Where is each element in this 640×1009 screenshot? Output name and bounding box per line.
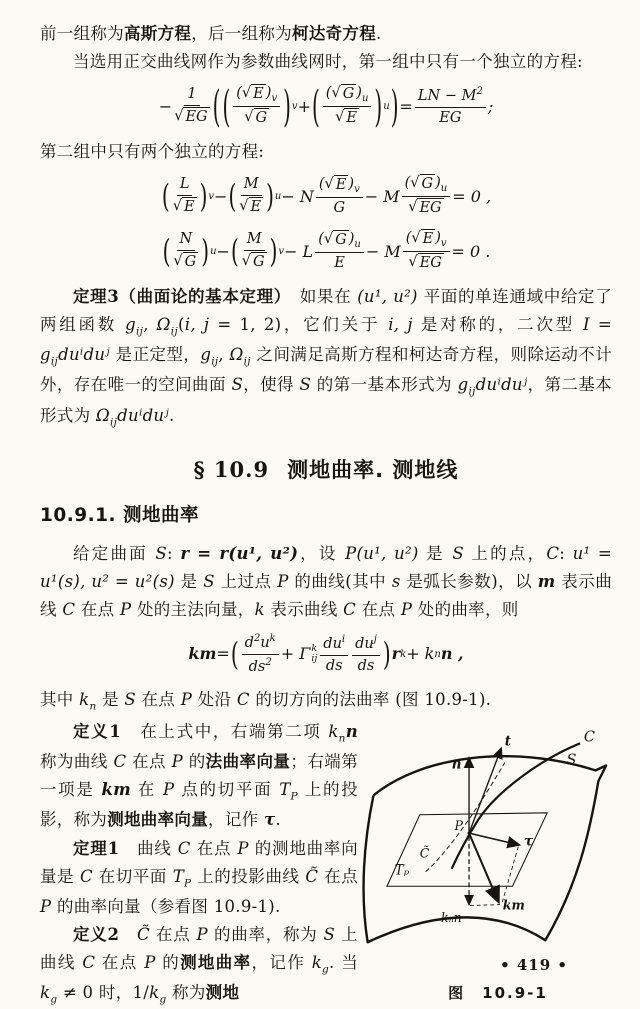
geodesic-curvature-vector-tau — [469, 833, 518, 845]
construction-dash-2 — [470, 905, 500, 906]
section-title: 测地曲率. 测地线 — [287, 457, 459, 482]
label-S: S — [566, 752, 577, 769]
label-km: km — [502, 897, 525, 913]
label-n: n — [451, 756, 462, 773]
surface-outline — [364, 756, 607, 942]
label-t: t — [504, 733, 512, 750]
formula-gauss-equation: − 1 √ EG ( ( ( √ E )$_v$ √ G ) v + ( ( √ G )$_u$ √ E ) u ) = $\frac{LN - M^2}{EG}$ ; — [158, 80, 494, 132]
label-P: P — [454, 818, 464, 834]
projected-curve-C-tilde — [426, 763, 505, 872]
section-number: § 10.9 — [193, 456, 270, 482]
subsection-heading: 10.9.1. 测地曲率 — [40, 505, 200, 527]
paragraph-where-kn: 其中 $k_n$ 是 S 在点 P 处沿 C 的切方向的法曲率 (图 10.9-1). — [40, 690, 492, 713]
figure-column — [358, 718, 638, 1009]
construction-dash-1 — [502, 847, 518, 904]
left-text-column — [40, 718, 358, 1009]
paragraph-theorem-1: 定理1 曲线 C 在点 P 的测地曲率向量是 C 在切平面 $T_P$ 上的投影曲线 C̃ 在点 P 的曲率向量（参看图 10.9-1). — [40, 838, 358, 916]
formula-km-decomposition: km = ( $\frac{d^2u^k}{ds^2}$ + Γ k ij $\frac{du^i}{ds}$ $\frac{du^j}{ds}$ ) r k + k n n , — [188, 632, 464, 675]
formula-codazzi-1: ( L √ E ) v − ( M √ E ) u − N ( √ E )$_v$ G − M ( √ G )$_u$ √ EG = 0 , — [161, 175, 492, 217]
paragraph-gauss-codazzi-names: 前一组称为高斯方程，后一组称为柯达奇方程. — [40, 24, 382, 43]
page-number: • 419 • — [500, 956, 568, 974]
paragraph-second-group: 第二组中只有两个独立的方程: — [40, 142, 265, 162]
figure-caption: 图 10.9-1 — [448, 984, 548, 1003]
paragraph-given-surface: 给定曲面 S: r = r(u¹, u²)，设 P(u¹, u²) 是 S 上的点，C: u¹ = u¹(s), u² = u²(s) 是 S 上过点 P 的曲线(其中 s 是弧长参数)，以 m 表示曲线 C 在点 P 处的主法向量，k 表示曲线 C 在点 P 处的曲率，则 — [40, 543, 613, 619]
label-C-tilde: C̃ — [419, 845, 430, 861]
label-C: C — [583, 729, 596, 746]
section-heading — [40, 452, 612, 489]
paragraph-orthogonal-net: 当选用正交曲线网作为参数曲线网时，第一组中只有一个独立的方程: — [73, 52, 583, 72]
paragraph-definition-1: 定义1 在上式中，右端第二项 $k_nn$ 称为曲线 C 在点 P 的法曲率向量；右端第一项是 km 在 P 点的切平面 $T_P$ 上的投影，称为测地曲率向量，记作 τ. — [40, 722, 359, 830]
figure-10-9-1 — [358, 724, 638, 977]
km-vector — [469, 833, 498, 901]
label-tau: τ — [524, 833, 534, 850]
paragraph-definition-2: 定义2 C̃ 在点 P 的曲率，称为 S 上曲线 C 在点 P 的测地曲率，记作 $k_g$. 当 $k_g \ne 0$ 时，$1/k_g$ 称为测地 — [40, 924, 358, 1006]
label-TP: Tₚ — [394, 862, 410, 879]
tangent-vector-t — [469, 749, 501, 833]
label-kn-n: kₙn — [441, 910, 462, 926]
paragraph-theorem-3: 定理3（曲面论的基本定理） 如果在 (u¹, u²) 平面的单连通域中给定了两组函数 $g_{ij}$, $\Omega_{ij}(i$, j = 1, 2)，它们关于 i, j 是对称的，二次型 $I = g_{ij}du^iduʲ$ 是正定型，$g_{ij}$, $\Omega_{ij}$ 之间满足高斯方程和柯达奇方程，则除运动不计外，存在唯一的空间曲面 S，使得 S 的第一基本形式为 $g_{ij}du^iduʲ$，第二基本形式为 $\Omega_{ij}du^iduʲ$. — [40, 287, 613, 428]
point-P — [467, 832, 470, 835]
formula-codazzi-2: ( N √ G ) u − ( M √ G ) v − L ( √ G )$_u$ E − M ( √ E )$_v$ √ EG = 0 . — [162, 230, 491, 272]
